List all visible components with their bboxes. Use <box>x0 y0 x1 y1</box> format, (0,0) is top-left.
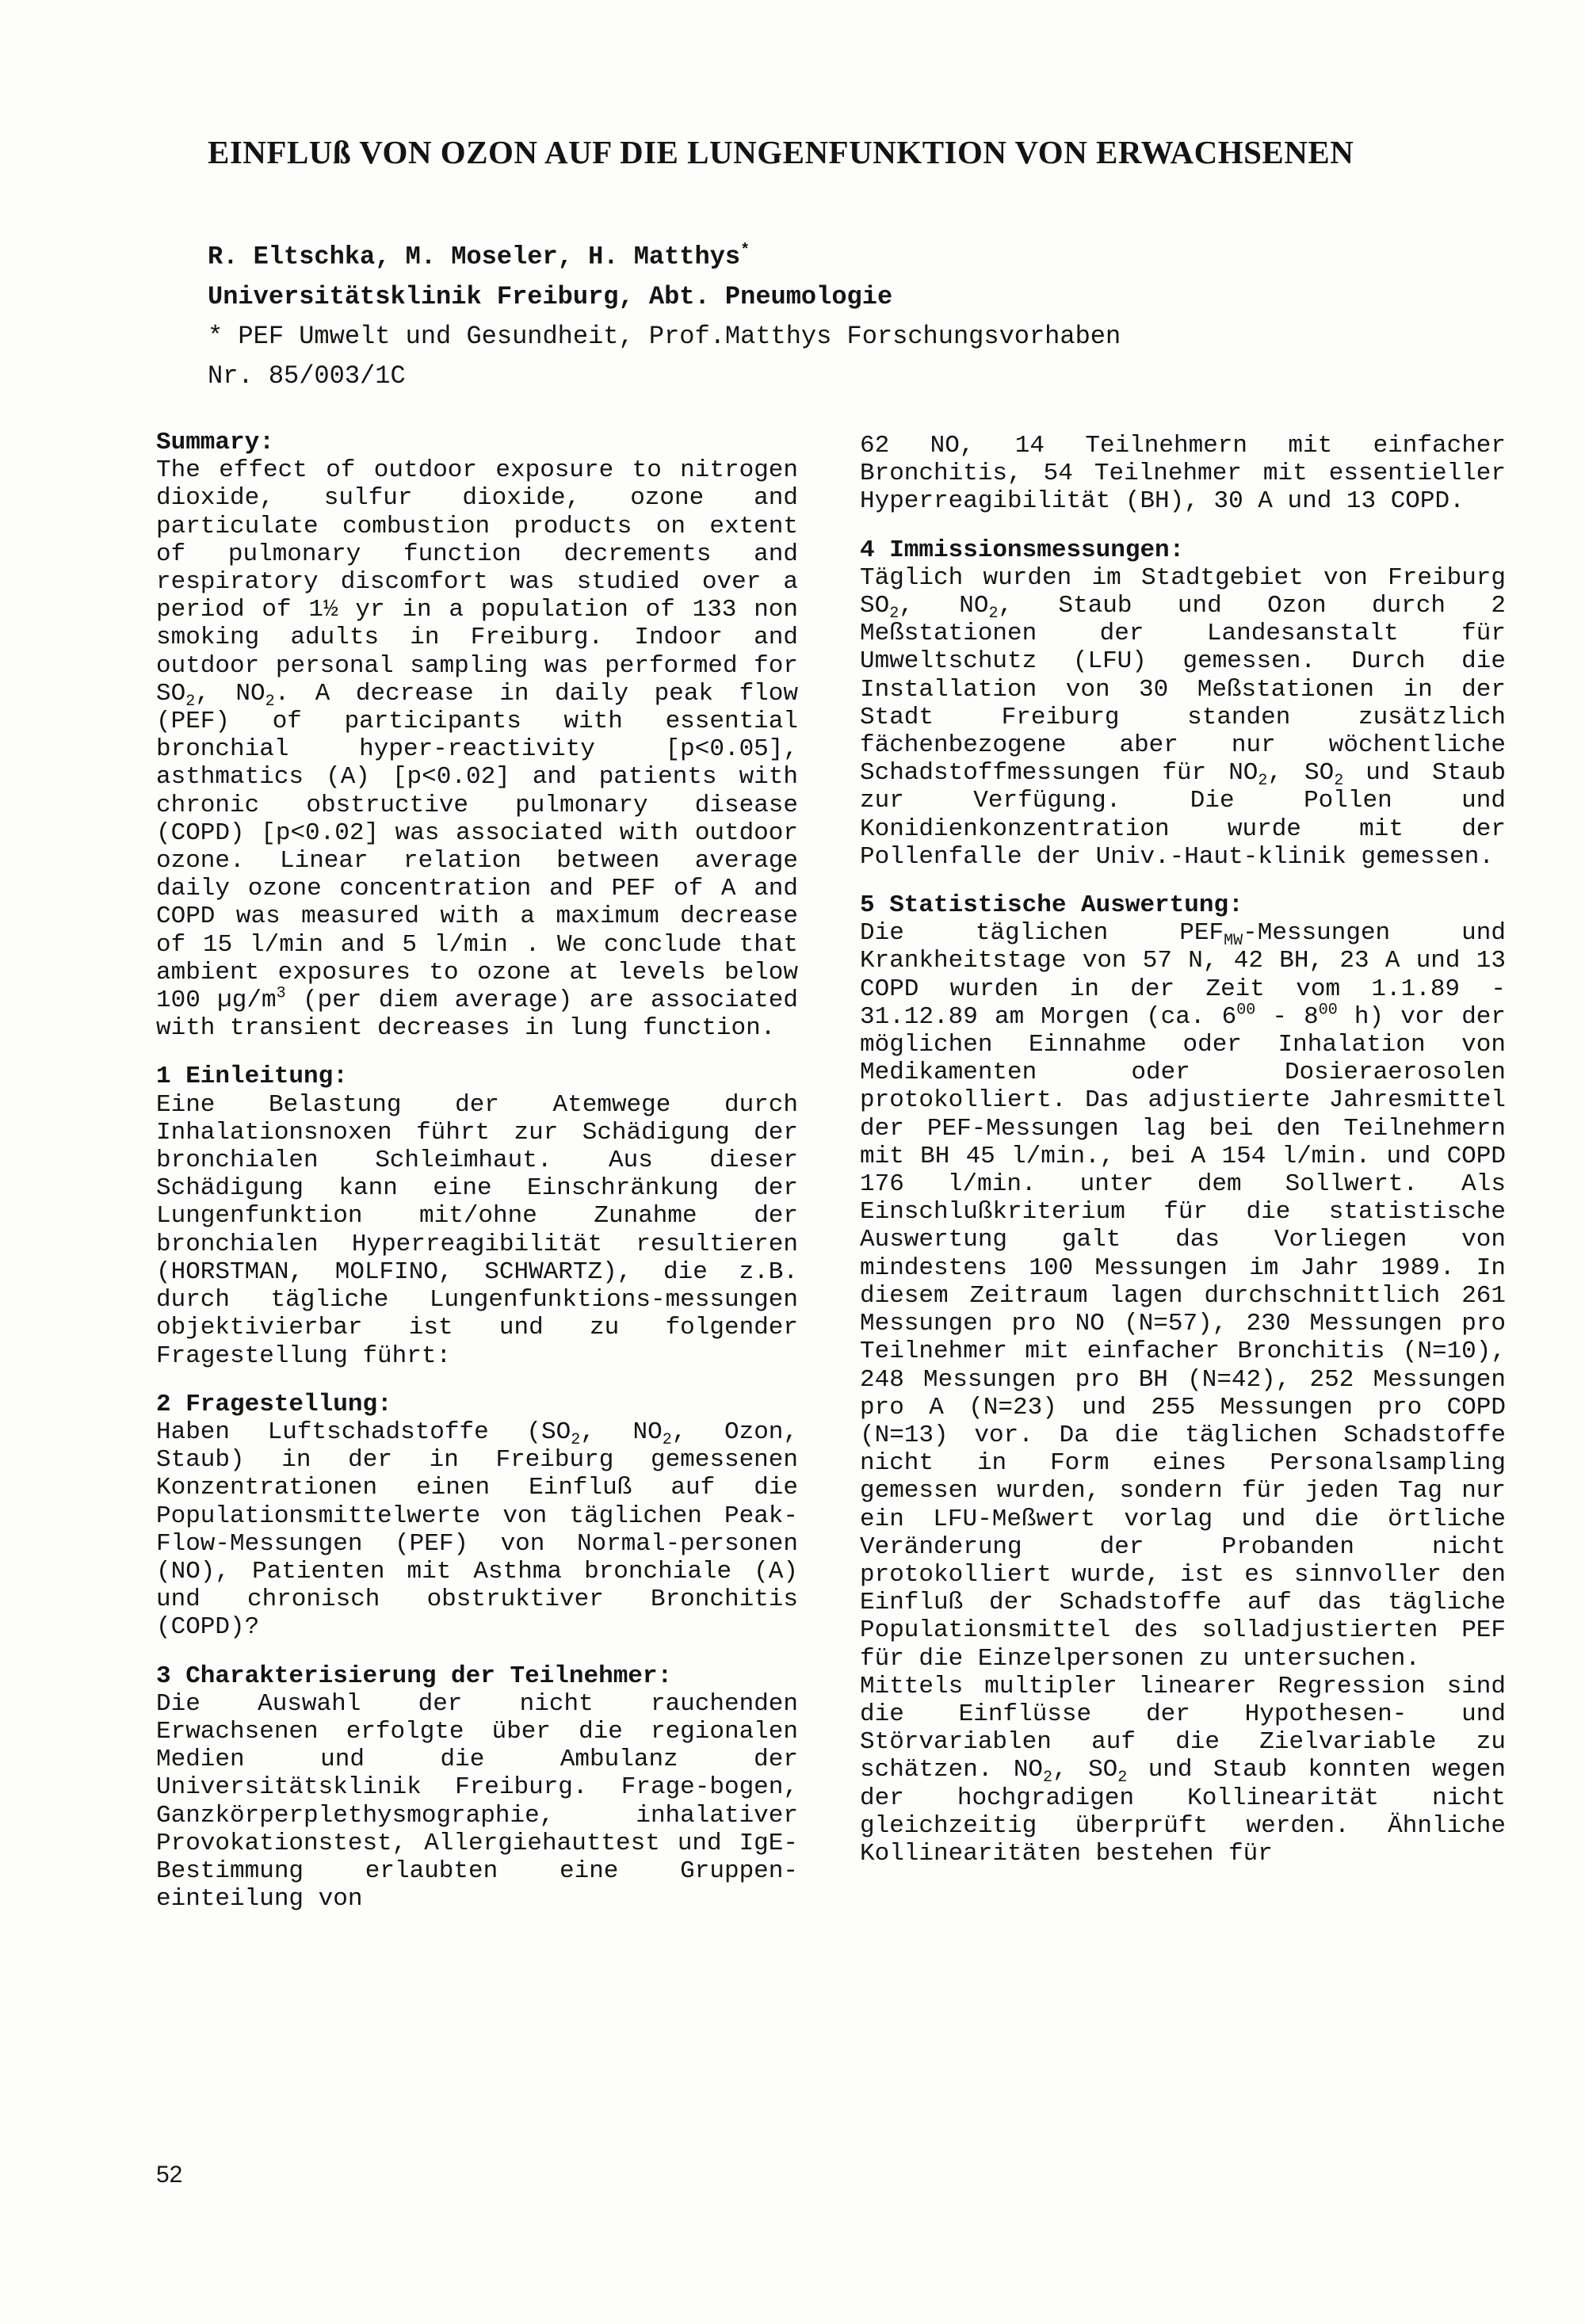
statistik-sub-b: 2 <box>1043 1769 1053 1788</box>
paper-title: EINFLUß VON OZON AUF DIE LUNGENFUNKTION VON ERWACHSENEN <box>208 134 1354 170</box>
author-institution: Universitätsklinik Freiburg, Abt. Pneumologie <box>208 281 893 311</box>
immission-text-5: und Staub zur Verfügung. Die Pollen und Konidienkonzentration wurde mit der Pollenfalle der Univ.-Haut-klinik gemessen. <box>860 759 1506 871</box>
immission-text-3: , Staub und Ozon durch 2 Meßstationen der Landesanstalt für Umweltschutz (LFU) gemessen. Durch die Installation von 30 Meßstationen in der Stadt Freiburg standen zusätzlich fächenbezogene aber nur wöchentliche Schadstoffmessungen für NO <box>860 592 1506 788</box>
statistik-heading: 5 Statistische Auswertung: <box>860 891 1243 920</box>
immission-text-4: , SO <box>1267 759 1335 788</box>
author-block <box>208 231 1476 396</box>
right-column <box>860 432 1506 1868</box>
left-column <box>156 429 798 1913</box>
author-names-text: R. Eltschka, M. Moseler, H. Matthys <box>208 242 741 272</box>
statistik-sup-a: 00 <box>1236 1001 1256 1020</box>
summary-text-4: (per diem average) are associated with transient decreases in lung function. <box>156 986 798 1043</box>
fragestellung-text-1: Haben Luftschadstoffe (SO <box>156 1418 571 1446</box>
fragestellung-heading: 2 Fragestellung: <box>156 1390 392 1418</box>
fragestellung-sub-b: 2 <box>662 1431 672 1450</box>
immission-sub-a: 2 <box>889 605 899 624</box>
section-gap <box>156 1370 798 1391</box>
statistik-sup-b: 00 <box>1318 1001 1338 1020</box>
immission-sub-c: 2 <box>1258 772 1268 791</box>
teilnehmer-continued: 62 NO, 14 Teilnehmern mit einfacher Bronchitis, 54 Teilnehmer mit essentieller Hyperreagibilität (BH), 30 A und 13 COPD. <box>860 432 1506 516</box>
page-number: 52 <box>156 2162 183 2188</box>
statistik-sub-a: MW <box>1224 932 1243 951</box>
summary-text-1: The effect of outdoor exposure to nitrogen dioxide, sulfur dioxide, ozone and particulate combustion products on extent of pulmonary function decrements and respiratory discomfort was studied over a period of 1½ yr in a population of 133 non smoking adults in Freiburg. Indoor and outdoor personal sampling was performed for SO <box>156 456 798 708</box>
author-names <box>208 231 1476 277</box>
summary-sup-a: 3 <box>276 984 286 1003</box>
fragestellung-text-2: , NO <box>580 1418 663 1446</box>
statistik-text-3: - 8 <box>1255 1002 1319 1031</box>
summary-text-2: , NO <box>195 679 265 708</box>
immission-text-1: Täglich wurden im Stadtgebiet von Freiburg SO <box>860 563 1506 620</box>
statistik-text <box>860 919 1506 1672</box>
summary-text <box>156 456 798 1042</box>
immission-text <box>860 564 1506 871</box>
immission-heading: 4 Immissionsmessungen: <box>860 536 1185 564</box>
immission-text-2: , NO <box>899 592 989 620</box>
statistik-text-6: , SO <box>1052 1756 1118 1784</box>
summary-sub-a: 2 <box>185 693 196 712</box>
author-funding-line-1: * PEF Umwelt und Gesundheit, Prof.Matthys Forschungsvorhaben <box>208 321 1121 351</box>
statistik-sub-c: 2 <box>1117 1769 1128 1788</box>
section-gap <box>860 871 1506 891</box>
statistik-text-4: h) vor der möglichen Einnahme oder Inhalation von Medikamenten oder Dosieraerosolen protokolliert. Das adjustierte Jahresmittel der PEF-Messungen lag bei den Teilnehmern mit BH 45 l/min., bei A 154 l/min. und COPD 176 l/min. unter dem Sollwert. Als Einschlußkriterium für die statistische Auswertung galt das Vorliegen von mindestens 100 Messungen im Jahr 1989. In diesem Zeitraum lagen durchschnittlich 261 Messungen pro NO (N=57), 230 Messungen pro Teilnehmer mit einfacher Bronchitis (N=10), 248 Messungen pro BH (N=42), 252 Messungen pro A (N=23) und 255 Messungen pro COPD (N=13) vor. Da die täglichen Schadstoffe nicht in Form eines Personalsampling gemessen wurden, sondern für jeden Tag nur ein LFU-Meßwert vorlag und die örtliche Veränderung der Probanden nicht protokolliert wurde, ist es sinnvoller den Einfluß der Schadstoffe auf das tägliche Populationsmittel des solladjustierten PEF für die Einzelpersonen zu untersuchen. <box>860 1002 1507 1673</box>
summary-text-3: . A decrease in daily peak flow (PEF) of participants with essential bronchial hyper-reactivity [p<0.05], asthmatics (A) [p<0.02] and patients with chronic obstructive pulmonary disease (COPD) [p<0.02] was associated with outdoor ozone. Linear relation between average daily ozone concentration and PEF of A and COPD was measured with a maximum decrease of 15 l/min and 5 l/min . We conclude that ambient exposures to ozone at levels below 100 µg/m <box>156 679 798 1015</box>
fragestellung-text-3: , Ozon, Staub) in der in Freiburg gemessenen Konzentrationen einen Einfluß auf die Populationsmittelwerte von täglichen Peak-Flow-Messungen (PEF) von Normal-personen (NO), Patienten mit Asthma bronchiale (A) und chronisch obstruktiver Bronchitis (COPD)? <box>156 1418 798 1642</box>
summary-sub-b: 2 <box>265 693 275 712</box>
immission-sub-d: 2 <box>1334 772 1344 791</box>
statistik-text-5: Mittels multipler linearer Regression sind die Einflüsse der Hypothesen- und Störvariablen auf die Zielvariable zu schätzen. NO <box>860 1672 1506 1784</box>
teilnehmer-heading: 3 Charakterisierung der Teilnehmer: <box>156 1662 673 1690</box>
fragestellung-sub-a: 2 <box>571 1431 581 1450</box>
statistik-text-1: Die täglichen PEF <box>860 919 1224 948</box>
immission-sub-b: 2 <box>988 605 999 624</box>
statistik-text-second <box>860 1673 1506 1868</box>
author-mark: * <box>740 242 750 260</box>
statistik-text-2: -Messungen und Krankheitstage von 57 N, 42 BH, 23 A und 13 COPD wurden in der Zeit vom 1.1.89 - 31.12.89 am Morgen (ca. 6 <box>860 919 1506 1031</box>
einleitung-heading: 1 Einleitung: <box>156 1063 348 1091</box>
summary-heading: Summary: <box>156 429 274 456</box>
einleitung-text: Eine Belastung der Atemwege durch Inhalationsnoxen führt zur Schädigung der bronchialen Schleimhaut. Aus dieser Schädigung kann eine Einschränkung der Lungenfunktion mit/ohne Zunahme der bronchialen Hyperreagibilität resultieren (HORSTMAN, MOLFINO, SCHWARTZ), die z.B. durch tägliche Lungenfunktions-messungen objektivierbar ist und zu folgender Fragestellung führt: <box>156 1090 798 1370</box>
fragestellung-text <box>156 1418 798 1642</box>
section-gap <box>156 1642 798 1662</box>
author-funding-line-2: Nr. 85/003/1C <box>208 361 406 391</box>
teilnehmer-text: Die Auswahl der nicht rauchenden Erwachsenen erfolgte über die regionalen Medien und die Ambulanz der Universitätsklinik Freiburg. Frage-bogen, Ganzkörperplethysmographie, inhalativer Provokationstest, Allergiehauttest und IgE-Bestimmung erlaubten eine Gruppen-einteilung von <box>156 1689 798 1914</box>
statistik-text-7: und Staub konnten wegen der hochgradigen Kollinearität nicht gleichzeitig überprüft werden. Ähnliche Kollinearitäten bestehen für <box>860 1756 1506 1868</box>
section-gap <box>156 1042 798 1063</box>
section-gap <box>860 516 1506 536</box>
